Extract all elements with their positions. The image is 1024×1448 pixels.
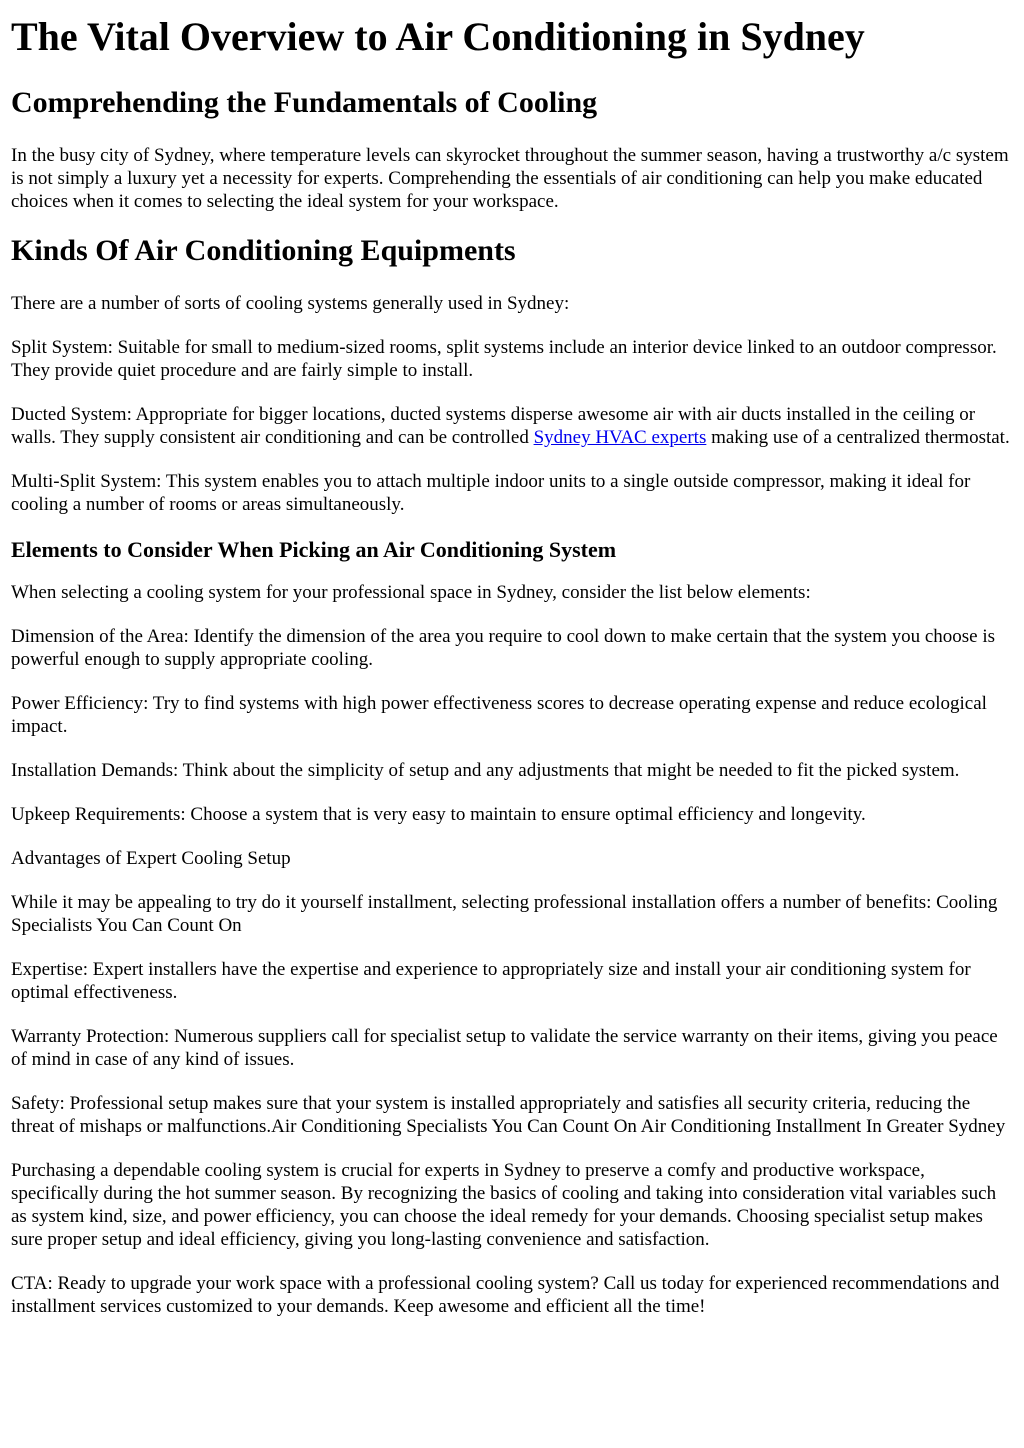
paragraph-diy: While it may be appealing to try do it yourself installment, selecting professional installation offers a number of benefits: Cooling Specialists You Can Count On: [11, 892, 998, 936]
paragraph-installation-demands: Installation Demands: Think about the simplicity of setup and any adjustments that might be needed to fit the picked system.: [11, 760, 960, 781]
paragraph-warranty: Warranty Protection: Numerous suppliers call for specialist setup to validate the service warranty on their items, giving you peace of mind in case of any kind of issues.: [11, 1026, 998, 1070]
paragraph-kinds-intro: There are a number of sorts of cooling systems generally used in Sydney:: [11, 293, 570, 314]
section-heading-kinds: Kinds Of Air Conditioning Equipments: [11, 234, 516, 267]
paragraph-ducted-system: [11, 403, 1013, 449]
paragraph-advantages: Advantages of Expert Cooling Setup: [11, 848, 291, 869]
sydney-hvac-experts-link[interactable]: Sydney HVAC experts: [533, 427, 707, 448]
paragraph-cta: CTA: Ready to upgrade your work space with a professional cooling system? Call us today for experienced recommendations and installment services customized to your demands. Keep awesome and efficient all the time!: [11, 1273, 1000, 1317]
paragraph-fundamentals: In the busy city of Sydney, where temperature levels can skyrocket throughout the summer season, having a trustworthy a/c system is not simply a luxury yet a necessity for experts. Comprehending the essentials of air conditioning can help you make educated choices when it comes to selecting the ideal system for your workspace.: [11, 145, 1009, 212]
ducted-text-before: Ducted System: Appropriate for bigger locations, ducted systems disperse awesome air with air ducts installed in the ceiling or walls. They supply consistent air conditioning and can be controlled: [11, 404, 976, 448]
paragraph-multi-split: Multi-Split System: This system enables you to attach multiple indoor units to a single outside compressor, making it ideal for cooling a number of rooms or areas simultaneously.: [11, 471, 971, 515]
paragraph-power-efficiency: Power Efficiency: Try to find systems with high power effectiveness scores to decrease operating expense and reduce ecological impact.: [11, 693, 987, 737]
paragraph-purchasing: Purchasing a dependable cooling system is crucial for experts in Sydney to preserve a comfy and productive workspace, specifically during the hot summer season. By recognizing the basics of cooling and taking into consideration vital variables such as system kind, size, and power efficiency, you can choose the ideal remedy for your demands. Choosing specialist setup makes sure proper setup and ideal efficiency, giving you long-lasting convenience and satisfaction.: [11, 1160, 997, 1250]
ducted-text-after: making use of a centralized thermostat.: [706, 427, 1010, 448]
paragraph-safety: Safety: Professional setup makes sure that your system is installed appropriately and satisfies all security criteria, reducing the threat of mishaps or malfunctions.Air Conditioning Specialists You Can Count On Air Conditioning Installment In Greater Sydney: [11, 1093, 1006, 1137]
paragraph-upkeep: Upkeep Requirements: Choose a system that is very easy to maintain to ensure optimal efficiency and longevity.: [11, 804, 866, 825]
paragraph-dimension: Dimension of the Area: Identify the dimension of the area you require to cool down to make certain that the system you choose is powerful enough to supply appropriate cooling.: [11, 626, 996, 670]
page-title: The Vital Overview to Air Conditioning in Sydney: [11, 14, 865, 59]
section-heading-elements: Elements to Consider When Picking an Air Conditioning System: [11, 537, 617, 562]
paragraph-split-system: Split System: Suitable for small to medium-sized rooms, split systems include an interior device linked to an outdoor compressor. They provide quiet procedure and are fairly simple to install.: [11, 337, 997, 381]
paragraph-elements-intro: When selecting a cooling system for your professional space in Sydney, consider the list below elements:: [11, 582, 811, 603]
paragraph-expertise: Expertise: Expert installers have the expertise and experience to appropriately size and install your air conditioning system for optimal effectiveness.: [11, 959, 971, 1003]
section-heading-fundamentals: Comprehending the Fundamentals of Cooling: [11, 86, 598, 119]
